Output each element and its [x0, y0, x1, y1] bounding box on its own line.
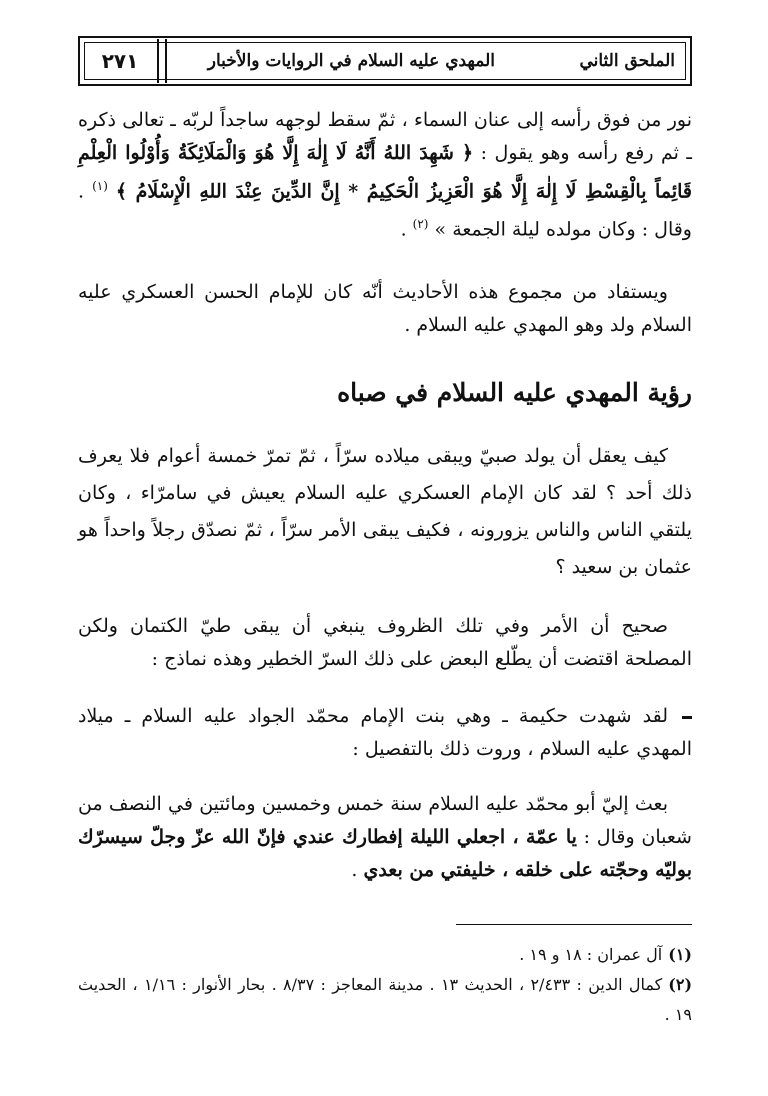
- footnote-1-number: (١): [668, 945, 692, 964]
- quran-verse: ﴿ شَهِدَ اللهُ أَنَّهُ لَا إِلٰهَ إِلَّا هُوَ وَالْمَلَائِكَةُ وَأُوْلُوا الْعِلْمِ قَائِماً بِالْقِسْطِ لَا إِلٰهَ إِلَّا هُوَ الْعَزِيزُ الْحَكِيمُ * إِنَّ الدِّينَ عِنْدَ اللهِ الْإِسْلَامُ ﴾: [78, 142, 692, 203]
- footnote-1: [78, 940, 692, 970]
- paragraph-4-block: [78, 610, 692, 676]
- paragraph-5: [78, 788, 692, 887]
- paragraph-3: كيف يعقل أن يولد صبيّ ويبقى ميلاده سرّاً ، ثمّ تمرّ خمسة أعوام فلا يعرف ذلك أحد ؟ لقد كان الإمام العسكري عليه السلام يعيش في سامرّاء ، وكان يلتقي الناس والناس يزورونه ، فكيف يبقى الأمر سرّاً ، ثمّ نصدّق رجلاً واحداً هو عثمان بن سعيد ؟: [78, 445, 692, 578]
- paragraph-1: [78, 104, 692, 247]
- header-divider: [165, 39, 167, 83]
- paragraph-1-text: نور من فوق رأسه إلى عنان السماء ، ثمّ سقط لوجهه ساجداً لربّه ـ تعالى ذكره ـ ثم رفع رأسه وهو يقول :: [78, 109, 692, 164]
- running-title: المهدي عليه السلام في الروايات والأخبار: [207, 51, 495, 71]
- footnote-ref-2[interactable]: (٢): [412, 217, 429, 232]
- paragraph-1-end: .: [400, 218, 407, 241]
- footnote-ref-1[interactable]: (١): [92, 179, 108, 193]
- header-divider: [157, 39, 159, 83]
- paragraph-1-text-2: . وقال : وكان مولده ليلة الجمعة »: [78, 180, 692, 241]
- bullet-text: لقد شهدت حكيمة ـ وهي بنت الإمام محمّد الجواد عليه السلام ـ ميلاد المهدي عليه السلام ، وروت ذلك بالتفصيل :: [78, 705, 692, 760]
- page-number: ٢٧١: [101, 49, 139, 73]
- page-header: [78, 36, 692, 86]
- paragraph-5-end: .: [351, 859, 358, 881]
- footnote-2-text: كمال الدين : ٢/٤٣٣ ، الحديث ١٣ . مدينة المعاجز : ٨/٣٧ . بحار الأنوار : ١/١٦ ، الحديث ١٩ .: [78, 975, 692, 1024]
- footnote-2: [78, 970, 692, 1030]
- paragraph-5-block: [78, 788, 692, 887]
- paragraph-2-block: [78, 276, 692, 342]
- appendix-label: الملحق الثاني: [579, 51, 675, 71]
- paragraph-2: ويستفاد من مجموع هذه الأحاديث أنّه كان للإمام الحسن العسكري عليه السلام ولد وهو المهدي عليه السلام .: [78, 281, 692, 336]
- footnote-2-number: (٢): [668, 975, 693, 994]
- bullet-block: [78, 700, 692, 766]
- paragraph-1-block: [78, 104, 692, 247]
- bullet-item: [78, 700, 692, 766]
- header-inner-frame: [84, 42, 686, 80]
- footnote-separator: [456, 924, 692, 925]
- paragraph-3-block: [78, 438, 692, 586]
- paragraph-5-text: بعث إليّ أبو محمّد عليه السلام سنة خمس وخمسين ومائتين في النصف من شعبان وقال :: [78, 793, 692, 848]
- footnotes: [78, 940, 692, 1030]
- bullet-dash-icon: [682, 716, 692, 719]
- footnote-1-text: آل عمران : ١٨ و ١٩ .: [519, 945, 663, 964]
- paragraph-4: صحيح أن الأمر وفي تلك الظروف ينبغي أن يبقى طيّ الكتمان ولكن المصلحة اقتضت أن يطّلع البعض على ذلك السرّ الخطير وهذه نماذج :: [78, 615, 692, 670]
- hakima-quote: يا عمّة ، اجعلي الليلة إفطارك عندي فإنّ الله عزّ وجلّ سيسرّك بوليّه وحجّته على خلقه ، خليفتي من بعدي: [78, 826, 692, 881]
- section-heading: رؤية المهدي عليه السلام في صباه: [337, 378, 692, 407]
